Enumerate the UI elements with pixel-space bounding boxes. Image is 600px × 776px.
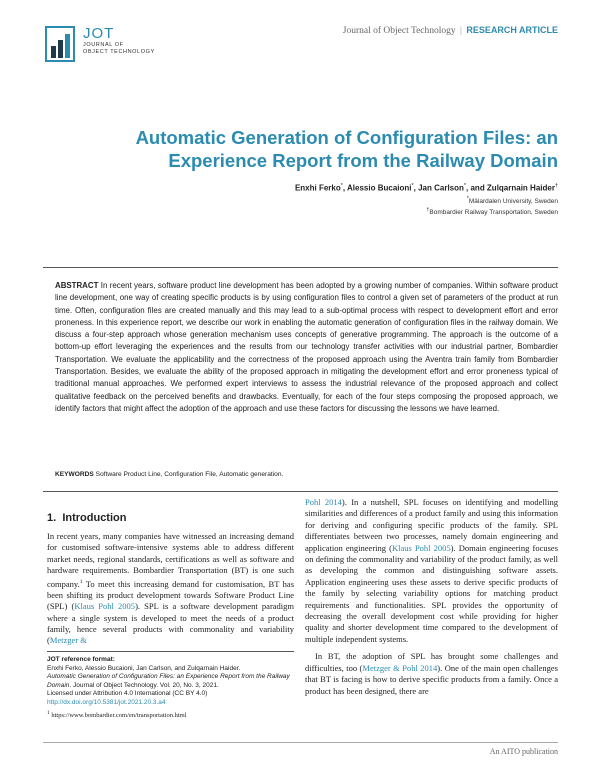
author-2-mark: * bbox=[411, 183, 414, 189]
author-3: Jan Carlson bbox=[418, 183, 464, 193]
journal-header bbox=[343, 25, 558, 36]
author-1: Enxhi Ferko bbox=[294, 183, 341, 193]
author-3-mark: * bbox=[463, 183, 467, 189]
abstract-text: In recent years, software product line development has been adopted by a growing number of companies. Within software product line development, one way of creating specific products is by using configuration files to control a given set of parameters of the product at run time. Often, configuration files are created manually and this may lead to a sub-optimal process with respect to development effort and error proneness. In this experience report, we describe our work in enabling the automatic generation of configuration files in the railway domain. We discuss a four-step approach whose generation mechanism uses concepts of generative programming. The approach is the outcome of a bottom-up effort leveraging the experiences and the results from our technology transfer activities with our industrial partner, Bombardier Transportation. We evaluate the applicability and the correctness of the proposed approach using the Aventra train family from Bombardier Transportation. Besides, we evaluate the ability of the proposed approach in mitigating the development effort and error proneness typical of traditional manual approaches. We performed expert interviews to assess the industrial relevance of the proposed approach and collect qualitative feedback on the perceived benefits and drawbacks. Eventually, for each of the four steps composing the proposed approach, we identify factors that might affect the adoption of the approach and use these factors for discussing the lessons we have learned. bbox=[55, 281, 558, 413]
affiliation-1 bbox=[467, 196, 558, 205]
footnote bbox=[47, 710, 186, 719]
footnote-ref: 1 bbox=[79, 578, 83, 585]
reference-authors: Enxhi Ferko, Alessio Bucaioni, Jan Carlson, and Zulqarnain Haider. bbox=[47, 664, 241, 672]
reference-citation bbox=[47, 673, 294, 690]
reference-label: JOT reference format: bbox=[47, 656, 115, 663]
right-text-c: In BT, the adoption of SPL has brought some challenges and difficulties, too ( bbox=[305, 651, 558, 673]
reference-license: Licensed under Attribution 4.0 International (CC BY 4.0) bbox=[47, 690, 208, 698]
keywords-text: Software Product Line, Configuration File, Automatic generation. bbox=[93, 471, 284, 478]
author-sep-2: , bbox=[413, 183, 419, 193]
author-4-mark: † bbox=[554, 183, 558, 189]
author-2: Alessio Bucaioni bbox=[347, 183, 412, 193]
affiliation-1-name: Mälardalen University, Sweden bbox=[468, 198, 558, 206]
logo-text bbox=[83, 26, 155, 56]
reference-doi-link[interactable]: http://dx.doi.org/10.5381/jot.2021.20.3.a4 bbox=[47, 698, 166, 706]
abstract-label: ABSTRACT bbox=[55, 281, 99, 290]
intro-paragraph-2 bbox=[305, 651, 558, 697]
divider-top bbox=[43, 267, 558, 268]
journal-logo bbox=[43, 24, 163, 66]
logo-abbr: JOT bbox=[83, 25, 115, 42]
footnote-mark: 1 bbox=[47, 710, 50, 716]
author-and: , and bbox=[466, 183, 487, 193]
reference-divider bbox=[47, 651, 294, 652]
author-list bbox=[295, 183, 558, 193]
citation-link[interactable]: Metzger & bbox=[49, 635, 87, 646]
affiliation-2-name: Bombardier Railway Transportation, Sweden bbox=[429, 209, 558, 217]
right-text-b: ). Domain engineering focuses on defining the commonality and variability of the product family, as well as developing the common and distinguishing software assets. Application engineering uses these assets to derive specific products of the family by selecting variability options for matching product requirements and functionalities. SPL provides the opportunity of decreasing the overall development cost while providing for higher quality and shorter development time compared to the development of multiple independent systems. bbox=[305, 542, 559, 644]
abstract bbox=[55, 280, 558, 415]
citation-link[interactable]: Klaus Pohl 2005 bbox=[391, 542, 451, 553]
section-heading bbox=[47, 512, 126, 524]
article-kind: RESEARCH ARTICLE bbox=[466, 25, 558, 35]
intro-text-b: To meet this increasing demand for customisation, BT has been shifting its product development towards Software Product Line (SPL) ( bbox=[47, 578, 294, 612]
left-column bbox=[47, 531, 294, 647]
affiliation-1-mark: * bbox=[466, 196, 469, 202]
intro-paragraph-1 bbox=[47, 531, 294, 647]
intro-text-c: ). SPL is a software development paradigm where a single system is developed to meet the needs of a product family, hence several products with commonality and variability ( bbox=[47, 601, 295, 646]
title-line-2: Experience Report from the Railway Domain bbox=[168, 150, 558, 171]
keywords-label: KEYWORDS bbox=[55, 471, 94, 478]
paper-title bbox=[78, 126, 558, 172]
journal-name: Journal of Object Technology bbox=[342, 26, 456, 36]
author-4: Zulqarnain Haider bbox=[486, 183, 555, 193]
keywords bbox=[55, 471, 283, 478]
intro-paragraph-continued bbox=[305, 497, 558, 645]
author-1-mark: * bbox=[340, 183, 343, 189]
footnote-text: https://www.bombardier.com/en/transportation.html bbox=[49, 712, 187, 720]
header-separator: | bbox=[460, 26, 462, 36]
right-text-a: ). In a nutshell, SPL focuses on identifying and modelling similarities and differences of a product family and using this information for deriving and configuring specific products of the family. SPL differentiates between two processes, namely domain engineering and application engineering ( bbox=[305, 497, 559, 553]
logo-subtitle-2: OBJECT TECHNOLOGY bbox=[83, 49, 155, 55]
reference-venue: . Journal of Object Technology. Vol. 20, No. 3, 2021. bbox=[69, 681, 219, 689]
logo-subtitle-1: JOURNAL OF bbox=[83, 42, 124, 48]
divider-middle bbox=[43, 491, 558, 492]
jot-logo-icon bbox=[43, 24, 77, 64]
footer-divider bbox=[43, 742, 558, 743]
citation-link[interactable]: Pohl 2014 bbox=[305, 497, 342, 507]
title-line-1: Automatic Generation of Configuration Files: an bbox=[135, 127, 558, 148]
intro-text-a: In recent years, many companies have witnessed an increasing demand for customised software-intensive systems able to address different market needs, regional standards, certifications as well as software and hardware requirements. Bombardier Transportation (BT) is one such company. bbox=[47, 531, 294, 589]
right-text-d: ). One of the main open challenges that BT is facing is how to derive specific products from a family. Once a product has been designed, there are bbox=[305, 662, 558, 696]
affiliation-2 bbox=[426, 207, 558, 216]
footer-publisher: An AITO publication bbox=[489, 747, 558, 756]
right-column bbox=[305, 497, 558, 697]
reference-title: Automatic Generation of Configuration Files: an Experience Report from the Railway Domain bbox=[47, 673, 290, 689]
section-number: 1. bbox=[47, 512, 57, 524]
affiliation-2-mark: † bbox=[426, 207, 430, 213]
section-title: Introduction bbox=[62, 512, 127, 524]
citation-link[interactable]: Metzger & Pohl 2014 bbox=[362, 662, 438, 673]
jot-reference-box bbox=[47, 656, 294, 708]
citation-link[interactable]: Klaus Pohl 2005 bbox=[74, 601, 136, 612]
author-sep-1: , bbox=[342, 183, 348, 193]
